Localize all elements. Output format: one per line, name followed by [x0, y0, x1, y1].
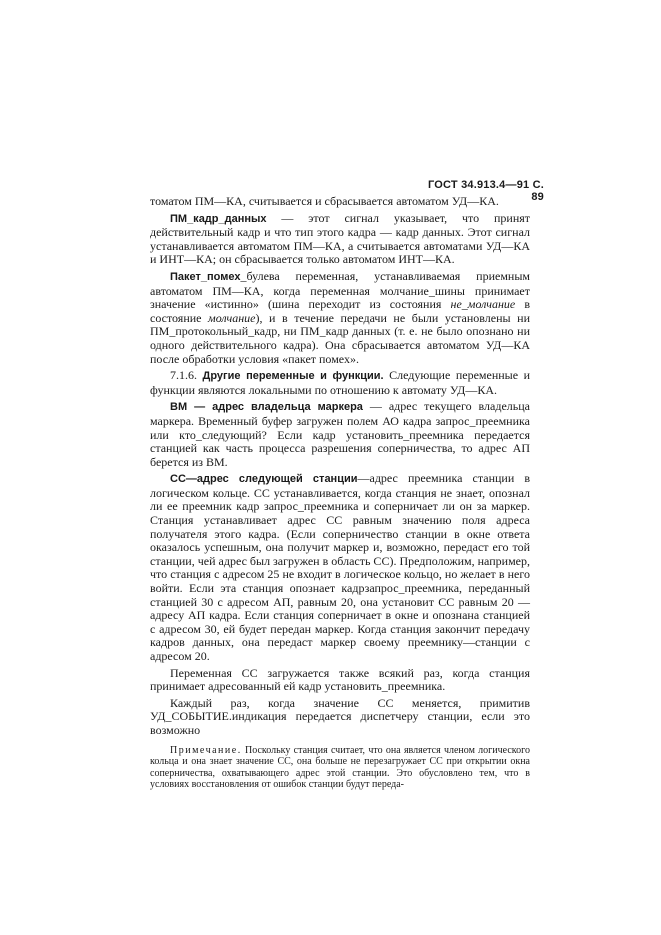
paragraph-continuation: томатом ПМ—КА, считывается и сбрасывается автоматом УД—КА.	[150, 194, 499, 208]
footnote	[150, 745, 530, 791]
body-text	[150, 195, 530, 791]
section-title: Другие переменные и функции.	[202, 370, 384, 383]
term-vm: ВМ — адрес владельца маркера	[170, 401, 363, 414]
note-paragraph	[150, 745, 530, 791]
running-header: ГОСТ 34.913.4—91 С. 89	[427, 179, 544, 203]
term-ss: СС—адрес следующей станции	[170, 473, 358, 486]
paragraph-text: —адрес преемника станции в логическом кольце. СС устанавливается, когда станция не знает, опознал ли ее преемник кадр запрос_преемника и соперничает ли он за маркер. Станция устанавливает адрес СС равным значению поля адреса получателя этого кадра. (Если соперничество станции в окне ответа оказалось успешным, она получит маркер и, возможно, передаст его той станции, чей адрес был загружен в область СС). Предположим, например, что станция с адресом 25 не входит в логическое кольцо, но желает в него войти. Если эта станция опознает кадрзапрос_преемника, переданный станцией 30 с адресом АП, равным 20, она установит СС равным 20 — адресу АП кадра. Если станция соперничает в окне и опознана станцией с адресом 30, ей будет передан маркер. Когда станция закончит передачу кадров данных, она передаст маркер своему преемнику—станции с адресом 20.	[150, 471, 530, 663]
note-text: Поскольку станция считает, что она является членом логического кольца и она знает значение СС, она больше не перезагружает СС при открытии окна соперничества, охватывающего адрес этой станции. Это обусловлено тем, что в условиях восстановления от ошибок станции будут переда-	[150, 744, 530, 791]
section-7-1-6	[150, 369, 530, 397]
paragraph-text: Следующие переменные и функции являются локальными по отношению к автомату УД—КА.	[150, 368, 530, 397]
paragraph-text: ), и в течение передачи не были установлены ни ПМ_протокольный_кадр, ни ПМ_кадр данных (т. е. не было опознано ни одного действительного кадра). Она сбрасывается автоматом УД—КА после обработки условия «пакет помех».	[150, 310, 530, 366]
paragraph-ss	[150, 472, 530, 663]
paragraph-vm	[150, 400, 530, 469]
paragraph-pm-kadr-dannyh	[150, 212, 530, 267]
paragraph-text: в состояние	[150, 297, 530, 325]
paragraph-text: — этот сигнал указывает, что принят действительный кадр и что тип этого кадра — кадр данных. Этот сигнал устанавливается автоматом ПМ—КА, а считывается автоматами УД—КА и ИНТ—КА; он сбрасывается только автоматом ИНТ—КА.	[150, 210, 530, 267]
paragraph-ss-load: Переменная СС загружается также всякий раз, когда станция принимает адресованный ей кадр установить_преемника.	[150, 665, 530, 694]
paragraph-ud-sobytie: Каждый раз, когда значение СС меняется, примитив УД_СОБЫТИЕ.индикация передается диспетчеру станции, если это возможно	[150, 695, 530, 737]
term-pm-kadr-dannyh: ПМ_кадр_данных	[170, 212, 267, 225]
section-number: 7.1.6.	[170, 368, 203, 383]
paragraph-text: — адрес текущего владельца маркера. Временный буфер загружен полем АО кадра запрос_преемника или кто_следующий? Если кадр установить_преемника передается станцией как часть процесса разрешения соперничества, то адрес АП берется из ВМ.	[150, 399, 530, 469]
italic-term: молчание	[208, 310, 256, 325]
paragraph-text: _булева переменная, устанавливаемая приемным автоматом ПМ—КА, когда переменная молчание_шины принимает значение «истинно» (шина переходит из состояния	[150, 268, 530, 312]
term-paket-pomeh: Пакет_помех	[170, 270, 241, 283]
paragraph-paket-pomeh	[150, 270, 530, 366]
note-label: Примечание.	[170, 744, 242, 756]
italic-term: не_молчание	[450, 297, 516, 312]
